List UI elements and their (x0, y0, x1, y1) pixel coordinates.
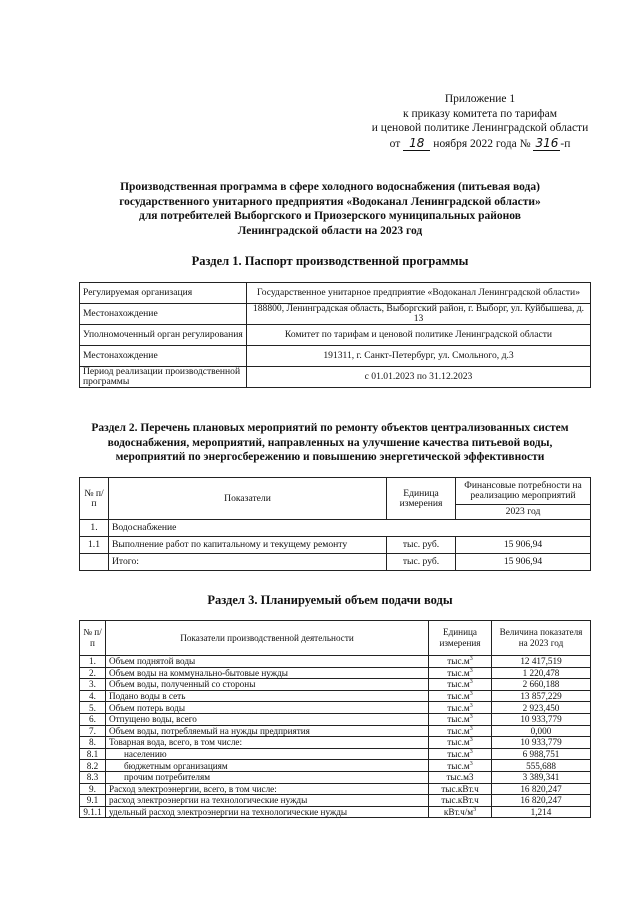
supply-row-unit-text: тыс.м3 (446, 772, 474, 783)
supply-row-value: 13 857,229 (492, 690, 591, 702)
supply-row-unit (429, 667, 492, 679)
supply-row-unit-power: 3 (469, 679, 473, 686)
supply-row-unit-power: 3 (469, 667, 473, 674)
supply-row-unit-power: 3 (469, 748, 473, 755)
title-line-4: Ленинградской области на 2023 год (237, 224, 423, 237)
section2-line-2: водоснабжения, мероприятий, направленных на улучшение качества питьевой воды, (107, 436, 553, 449)
measures-head-num: № п/п (80, 478, 109, 520)
title-line-1: Производственная программа в сфере холодного водоснабжения (питьевая вода) (120, 181, 540, 193)
passport-row (80, 346, 591, 367)
supply-row-label: Товарная вода, всего, в том числе: (106, 737, 429, 749)
measures-row-value: 15 906,94 (456, 537, 591, 554)
supply-row-value: 3 389,341 (492, 771, 591, 783)
supply-row-unit-power: 3 (469, 691, 473, 698)
supply-row-value: 16 820,247 (492, 795, 591, 807)
measures-head-indicator: Показатели (109, 478, 387, 520)
supply-row-unit-power: 3 (469, 714, 473, 721)
supply-row-unit (429, 783, 492, 795)
section2-line-1: Раздел 2. Перечень плановых мероприятий по ремонту объектов централизованных систем (91, 422, 569, 434)
supply-row-unit-power: 3 (469, 725, 473, 732)
supply-row-label: Объем потерь воды (106, 702, 429, 714)
measures-row-label: Выполнение работ по капитальному и текущему ремонту (109, 537, 387, 554)
supply-row-value: 2 660,188 (492, 679, 591, 691)
supply-row-label: бюджетным организациям (106, 760, 429, 772)
supply-row-value: 2 923,450 (492, 702, 591, 714)
supply-row-num: 8.2 (80, 760, 106, 772)
supply-row-value: 0,000 (492, 725, 591, 737)
passport-row (80, 367, 591, 388)
supply-row-num: 9.1.1 (80, 806, 106, 818)
supply-row-label: Объем воды на коммунально-бытовые нужды (106, 667, 429, 679)
supply-row-unit-text: тыс.м (447, 760, 470, 771)
supply-row-unit (429, 748, 492, 760)
passport-label: Период реализации производственной программы (80, 367, 247, 388)
title-line-3: для потребителей Выборгского и Приозерского муниципальных районов (139, 210, 521, 222)
supply-row-label: Объем воды, полученный со стороны (106, 679, 429, 691)
measures-total-num (80, 554, 109, 571)
supply-head-num: № п/п (80, 621, 106, 656)
supply-row-unit-text: тыс.кВт.ч (441, 795, 479, 806)
supply-row-unit (429, 713, 492, 725)
measures-group-num: 1. (80, 520, 109, 537)
supply-row-value: 1,214 (492, 806, 591, 818)
supply-row-unit-text: тыс.м (447, 725, 470, 736)
supply-row-unit-text: тыс.м (447, 667, 470, 678)
supply-row-unit-power: 3 (469, 702, 473, 709)
appendix-committee-line: и ценовой политике Ленинградской области (371, 122, 589, 134)
supply-row-unit (429, 679, 492, 691)
passport-value: с 01.01.2023 по 31.12.2023 (247, 367, 591, 388)
appendix-title: Приложение 1 (444, 93, 516, 105)
supply-row-num: 8.3 (80, 771, 106, 783)
supply-row-label: Расход электроэнергии, всего, в том числе: (106, 783, 429, 795)
appendix-date-middle: ноября 2022 года № (433, 137, 531, 150)
supply-row (80, 656, 591, 668)
supply-row-label: Отпущено воды, всего (106, 713, 429, 725)
supply-row-unit (429, 690, 492, 702)
supply-row-value: 16 820,247 (492, 783, 591, 795)
supply-head-unit: Единица измерения (429, 621, 492, 656)
supply-head-value: Величина показателя на 2023 год (492, 621, 591, 656)
measures-total-unit: тыс. руб. (387, 554, 456, 571)
measures-head-year: 2023 год (456, 505, 591, 520)
measures-row-unit: тыс. руб. (387, 537, 456, 554)
section2-heading (70, 421, 590, 465)
supply-row-label: Объем воды, потребляемый на нужды предприятия (106, 725, 429, 737)
supply-head-indicator: Показатели производственной деятельности (106, 621, 429, 656)
supply-row-value: 6 988,751 (492, 748, 591, 760)
supply-row-unit-text: тыс.м (447, 656, 470, 667)
appendix-date-prefix: от (389, 137, 401, 150)
passport-row (80, 325, 591, 346)
supply-row-num: 8.1 (80, 748, 106, 760)
title-line-2: государственного унитарного предприятия «Водоканал Ленинградской области» (119, 195, 541, 208)
appendix-number-suffix: -п (560, 137, 571, 150)
measures-total-label: Итого: (109, 554, 387, 571)
appendix-day-handwritten: 18 (403, 136, 430, 151)
supply-row-num: 2. (80, 667, 106, 679)
supply-row-num: 3. (80, 679, 106, 691)
supply-row (80, 748, 591, 760)
supply-row (80, 783, 591, 795)
supply-row-label: прочим потребителям (106, 771, 429, 783)
supply-row (80, 690, 591, 702)
passport-label: Уполномоченный орган регулирования (80, 325, 247, 346)
supply-row-value: 10 933,779 (492, 713, 591, 725)
supply-row (80, 679, 591, 691)
supply-row-unit-power: 3 (469, 656, 473, 663)
passport-table (79, 282, 591, 388)
supply-row-unit-text: тыс.м (447, 737, 470, 748)
passport-label: Местонахождение (80, 304, 247, 325)
appendix-date-line (360, 136, 600, 152)
supply-row-value: 555,688 (492, 760, 591, 772)
supply-row-unit (429, 702, 492, 714)
supply-row-num: 9.1 (80, 795, 106, 807)
supply-row-unit (429, 725, 492, 737)
supply-row (80, 702, 591, 714)
supply-row-unit-text: кВт.ч/м (443, 807, 474, 818)
supply-row-label: Подано воды в сеть (106, 690, 429, 702)
supply-row (80, 806, 591, 818)
passport-value: 188800, Ленинградская область, Выборгский район, г. Выборг, ул. Куйбышева, д. 13 (247, 304, 591, 325)
supply-row (80, 737, 591, 749)
supply-row-unit (429, 806, 492, 818)
passport-value: 191311, г. Санкт-Петербург, ул. Смольного, д.3 (247, 346, 591, 367)
measures-row-num: 1.1 (80, 537, 109, 554)
supply-row (80, 667, 591, 679)
supply-row (80, 795, 591, 807)
measures-group-label: Водоснабжение (109, 520, 591, 537)
supply-row (80, 771, 591, 783)
measures-head-finance: Финансовые потребности на реализацию мероприятий (456, 478, 591, 505)
supply-row-unit (429, 771, 492, 783)
passport-row (80, 304, 591, 325)
passport-label: Местонахождение (80, 346, 247, 367)
supply-row-num: 7. (80, 725, 106, 737)
passport-value: Комитет по тарифам и ценовой политике Ленинградской области (247, 325, 591, 346)
supply-row-unit (429, 795, 492, 807)
supply-row-value: 1 220,478 (492, 667, 591, 679)
supply-row-value: 12 417,519 (492, 656, 591, 668)
section1-heading: Раздел 1. Паспорт производственной программы (191, 254, 469, 268)
passport-value: Государственное унитарное предприятие «Водоканал Ленинградской области» (247, 283, 591, 304)
document-title (70, 180, 590, 238)
section3-heading: Раздел 3. Планируемый объем подачи воды (207, 593, 453, 607)
supply-row-num: 1. (80, 656, 106, 668)
measures-total-value: 15 906,94 (456, 554, 591, 571)
supply-row (80, 725, 591, 737)
supply-row-unit-text: тыс.м (447, 691, 470, 702)
passport-label: Регулируемая организация (80, 283, 247, 304)
measures-table (79, 477, 591, 571)
appendix-number-handwritten: 316 (535, 135, 559, 150)
supply-row-num: 8. (80, 737, 106, 749)
section2-line-3: мероприятий по энергосбережению и повышению энергетической эффективности (115, 451, 545, 463)
supply-row-label: Объем поднятой воды (106, 656, 429, 668)
supply-row-unit-power: 3 (473, 806, 477, 813)
supply-row-unit-text: тыс.м (447, 702, 470, 713)
supply-row (80, 713, 591, 725)
supply-row-label: удельный расход электроэнергии на технологические нужды (106, 806, 429, 818)
supply-row-unit-text: тыс.м (447, 714, 470, 725)
supply-row-unit-power: 3 (469, 760, 473, 767)
supply-row-unit (429, 760, 492, 772)
appendix-header (360, 92, 600, 151)
supply-row-label: населению (106, 748, 429, 760)
supply-row-unit (429, 656, 492, 668)
supply-row-num: 6. (80, 713, 106, 725)
supply-table (79, 620, 591, 818)
supply-row-label: расход электроэнергии на технологические нужды (106, 795, 429, 807)
supply-row-unit-text: тыс.кВт.ч (441, 783, 479, 794)
supply-row-num: 5. (80, 702, 106, 714)
supply-row-num: 4. (80, 690, 106, 702)
supply-row-value: 10 933,779 (492, 737, 591, 749)
appendix-order-line: к приказу комитета по тарифам (403, 107, 557, 120)
supply-row (80, 760, 591, 772)
supply-row-unit-text: тыс.м (447, 749, 470, 760)
passport-row (80, 283, 591, 304)
supply-row-unit-text: тыс.м (447, 679, 470, 690)
measures-head-unit: Единица измерения (387, 478, 456, 520)
supply-row-num: 9. (80, 783, 106, 795)
supply-row-unit (429, 737, 492, 749)
supply-row-unit-power: 3 (469, 737, 473, 744)
